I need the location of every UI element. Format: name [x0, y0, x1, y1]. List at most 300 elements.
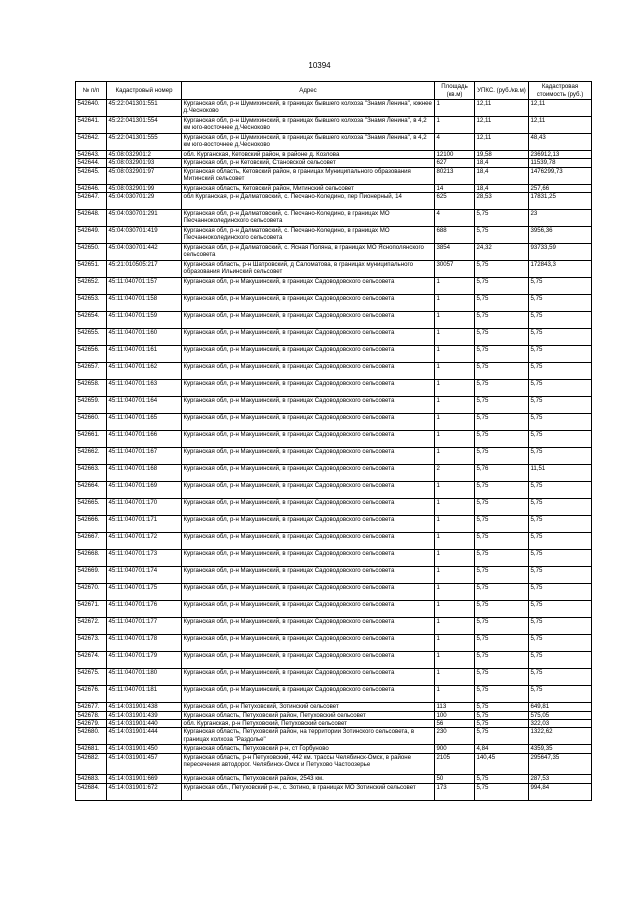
- table-row: [76, 329, 592, 346]
- address-cell: Курганская обл, р-н Макушинский, в границах Садоводовского сельсовета: [182, 329, 435, 346]
- area-cell: 1: [435, 117, 475, 134]
- cadastral-number-cell: 45:22:041301:555: [107, 134, 182, 151]
- cadastral-number-cell: 45:11:040701:174: [107, 567, 182, 584]
- table-row: [76, 516, 592, 533]
- table-row: [76, 397, 592, 414]
- row-number-cell: 542670.: [76, 584, 107, 601]
- cadastral-number-cell: 45:11:040701:163: [107, 380, 182, 397]
- table-row: [76, 431, 592, 448]
- area-cell: 900: [435, 745, 475, 753]
- area-cell: 1: [435, 584, 475, 601]
- address-cell: Курганская обл, р-н Макушинский, в границах Садоводовского сельсовета: [182, 635, 435, 652]
- address-cell: обл. Курганская, р-н Петуховский, Петуховский сельсовет: [182, 719, 435, 727]
- upks-cell: 5,75: [475, 346, 529, 363]
- cadastral-number-cell: 45:11:040701:171: [107, 516, 182, 533]
- upks-cell: 12,11: [475, 100, 529, 117]
- address-cell: Курганская обл, р-н Макушинский, в границах Садоводовского сельсовета: [182, 363, 435, 380]
- header-num: № п/п: [76, 82, 107, 100]
- cadastral-number-cell: 45:11:040701:160: [107, 329, 182, 346]
- cadastral-value-cell: 4359,35: [529, 745, 592, 753]
- upks-cell: 5,75: [475, 775, 529, 783]
- upks-cell: 28,53: [475, 193, 529, 210]
- row-number-cell: 542648.: [76, 210, 107, 227]
- cadastral-value-cell: 322,03: [529, 719, 592, 727]
- upks-cell: 5,75: [475, 567, 529, 584]
- area-cell: 1: [435, 669, 475, 686]
- upks-cell: 5,75: [475, 584, 529, 601]
- cadastral-number-cell: 45:11:040701:176: [107, 601, 182, 618]
- table-row: [76, 703, 592, 711]
- cadastral-value-cell: 93733,59: [529, 244, 592, 261]
- table-row: [76, 244, 592, 261]
- row-number-cell: 542668.: [76, 550, 107, 567]
- area-cell: 625: [435, 193, 475, 210]
- table-row: [76, 346, 592, 363]
- row-number-cell: 542655.: [76, 329, 107, 346]
- row-number-cell: 542677.: [76, 703, 107, 711]
- cadastral-value-cell: 5,75: [529, 652, 592, 669]
- table-row: [76, 686, 592, 703]
- area-cell: 688: [435, 227, 475, 244]
- address-cell: Курганская область, р-н Шатровский, д Саломатова, в границах муниципального образования Ильинский сельсовет: [182, 261, 435, 278]
- row-number-cell: 542651.: [76, 261, 107, 278]
- address-cell: Курганская обл, р-н Макушинский, в границах Садоводовского сельсовета: [182, 652, 435, 669]
- cadastral-number-cell: 45:08:032901:93: [107, 159, 182, 167]
- row-number-cell: 542643.: [76, 151, 107, 159]
- cadastral-value-cell: 5,75: [529, 669, 592, 686]
- address-cell: Курганская обл, р-н Макушинский, в границах Садоводовского сельсовета: [182, 431, 435, 448]
- cadastral-number-cell: 45:11:040701:173: [107, 550, 182, 567]
- cadastral-number-cell: 45:04:030701:29: [107, 193, 182, 210]
- cadastral-value-cell: 5,75: [529, 397, 592, 414]
- header-area: Площадь (кв.м): [435, 82, 475, 100]
- area-cell: 1: [435, 431, 475, 448]
- table-row: [76, 227, 592, 244]
- table-row: [76, 261, 592, 278]
- upks-cell: 5,75: [475, 669, 529, 686]
- cadastral-value-cell: 5,75: [529, 482, 592, 499]
- address-cell: Курганская обл, р-н Далматовский, с. Песчано-Коледино, в границах МО Песчанноколединского сельсовета: [182, 210, 435, 227]
- cadastral-value-cell: 5,75: [529, 686, 592, 703]
- area-cell: 1: [435, 652, 475, 669]
- row-number-cell: 542683.: [76, 775, 107, 783]
- cadastral-number-cell: 45:11:040701:178: [107, 635, 182, 652]
- cadastral-number-cell: 45:11:040701:157: [107, 278, 182, 295]
- address-cell: Курганская обл, р-н Макушинский, в границах Садоводовского сельсовета: [182, 414, 435, 431]
- area-cell: 627: [435, 159, 475, 167]
- cadastral-value-cell: 575,05: [529, 711, 592, 719]
- area-cell: 1: [435, 482, 475, 499]
- cadastral-number-cell: 45:22:041301:551: [107, 100, 182, 117]
- upks-cell: 5,75: [475, 652, 529, 669]
- cadastral-value-cell: 3956,36: [529, 227, 592, 244]
- cadastral-number-cell: 45:22:041301:554: [107, 117, 182, 134]
- cadastral-value-cell: 5,75: [529, 533, 592, 550]
- cadastral-value-cell: 5,75: [529, 567, 592, 584]
- address-cell: Курганская обл, р-н Макушинский, в границах Садоводовского сельсовета: [182, 686, 435, 703]
- upks-cell: 5,75: [475, 516, 529, 533]
- row-number-cell: 542676.: [76, 686, 107, 703]
- address-cell: Курганская обл, р-н Макушинский, в границах Садоводовского сельсовета: [182, 397, 435, 414]
- table-row: [76, 783, 592, 800]
- row-number-cell: 542666.: [76, 516, 107, 533]
- table-header-row: [76, 82, 592, 100]
- address-cell: Курганская обл, р-н Шумихинский, в границах бывшего колхоза "Знамя Ленина", в 4,2 км юго-восточнее д.Чесноково: [182, 117, 435, 134]
- cadastral-value-cell: 5,75: [529, 618, 592, 635]
- area-cell: 1: [435, 618, 475, 635]
- address-cell: Курганская область, Кетовский район, Митинский сельсовет: [182, 184, 435, 192]
- table-row: [76, 210, 592, 227]
- address-cell: Курганская обл, р-н Макушинский, в границах Садоводовского сельсовета: [182, 482, 435, 499]
- table-row: [76, 184, 592, 192]
- table-row: [76, 380, 592, 397]
- row-number-cell: 542656.: [76, 346, 107, 363]
- area-cell: 1: [435, 448, 475, 465]
- row-number-cell: 542675.: [76, 669, 107, 686]
- upks-cell: 5,75: [475, 601, 529, 618]
- table-row: [76, 499, 592, 516]
- table-row: [76, 711, 592, 719]
- area-cell: 1: [435, 100, 475, 117]
- cadastral-value-cell: 5,75: [529, 635, 592, 652]
- cadastral-number-cell: 45:11:040701:168: [107, 465, 182, 482]
- row-number-cell: 542640.: [76, 100, 107, 117]
- address-cell: Курганская обл, р-н Макушинский, в границах Садоводовского сельсовета: [182, 516, 435, 533]
- table-row: [76, 278, 592, 295]
- area-cell: 1: [435, 278, 475, 295]
- cadastral-number-cell: 45:14:031901:444: [107, 728, 182, 745]
- upks-cell: 5,75: [475, 635, 529, 652]
- area-cell: 14: [435, 184, 475, 192]
- row-number-cell: 542641.: [76, 117, 107, 134]
- area-cell: 1: [435, 533, 475, 550]
- address-cell: Курганская область, Петуховский район, на территории Зотинского сельсовета, в границах колхоза "Раздолье": [182, 728, 435, 745]
- row-number-cell: 542678.: [76, 711, 107, 719]
- address-cell: Курганская обл, р-н Макушинский, в границах Садоводовского сельсовета: [182, 295, 435, 312]
- cadastral-number-cell: 45:11:040701:162: [107, 363, 182, 380]
- upks-cell: 5,75: [475, 783, 529, 800]
- address-cell: Курганская область, Петуховский район, Петуховский сельсовет: [182, 711, 435, 719]
- row-number-cell: 542649.: [76, 227, 107, 244]
- cadastral-value-cell: 5,75: [529, 295, 592, 312]
- row-number-cell: 542650.: [76, 244, 107, 261]
- cadastral-value-cell: 11,51: [529, 465, 592, 482]
- upks-cell: 5,75: [475, 728, 529, 745]
- area-cell: 1: [435, 499, 475, 516]
- row-number-cell: 542681.: [76, 745, 107, 753]
- cadastral-value-cell: 48,43: [529, 134, 592, 151]
- upks-cell: 5,75: [475, 414, 529, 431]
- upks-cell: 5,75: [475, 686, 529, 703]
- row-number-cell: 542642.: [76, 134, 107, 151]
- upks-cell: 5,76: [475, 465, 529, 482]
- cadastral-number-cell: 45:21:010505:217: [107, 261, 182, 278]
- cadastral-number-cell: 45:11:040701:181: [107, 686, 182, 703]
- table-row: [76, 635, 592, 652]
- upks-cell: 5,75: [475, 618, 529, 635]
- row-number-cell: 542665.: [76, 499, 107, 516]
- area-cell: 1: [435, 397, 475, 414]
- cadastral-number-cell: 45:11:040701:159: [107, 312, 182, 329]
- upks-cell: 5,75: [475, 482, 529, 499]
- cadastral-value-cell: 172843,3: [529, 261, 592, 278]
- row-number-cell: 542663.: [76, 465, 107, 482]
- row-number-cell: 542645.: [76, 167, 107, 184]
- area-cell: 1: [435, 329, 475, 346]
- table-row: [76, 550, 592, 567]
- table-row: [76, 482, 592, 499]
- area-cell: 1: [435, 550, 475, 567]
- upks-cell: 5,75: [475, 499, 529, 516]
- address-cell: Курганская обл, р-н Далматовский, с. Ясная Поляна, в границах МО Яснополянского сельсовета: [182, 244, 435, 261]
- cadastral-value-cell: 5,75: [529, 516, 592, 533]
- table-row: [76, 465, 592, 482]
- area-cell: 1: [435, 686, 475, 703]
- cadastral-value-cell: 1476299,73: [529, 167, 592, 184]
- table-row: [76, 134, 592, 151]
- cadastral-value-cell: 11539,78: [529, 159, 592, 167]
- cadastral-value-cell: 12,11: [529, 100, 592, 117]
- upks-cell: 5,75: [475, 227, 529, 244]
- page-number: 10394: [308, 61, 331, 70]
- cadastral-value-cell: 5,75: [529, 550, 592, 567]
- address-cell: Курганская обл, р-н Далматовский, с. Песчано-Коледино, в границах МО Песчанноколединского сельсовета: [182, 227, 435, 244]
- address-cell: Курганская область, Петуховский район, 2543 км.: [182, 775, 435, 783]
- row-number-cell: 542661.: [76, 431, 107, 448]
- address-cell: Курганская обл, р-н Макушинский, в границах Садоводовского сельсовета: [182, 669, 435, 686]
- cadastral-number-cell: 45:14:031901:672: [107, 783, 182, 800]
- table-row: [76, 159, 592, 167]
- upks-cell: 5,75: [475, 295, 529, 312]
- upks-cell: 5,75: [475, 431, 529, 448]
- upks-cell: 18,4: [475, 184, 529, 192]
- cadastral-value-cell: 5,75: [529, 380, 592, 397]
- cadastral-number-cell: 45:11:040701:165: [107, 414, 182, 431]
- address-cell: Курганская обл, р-н Макушинский, в границах Садоводовского сельсовета: [182, 448, 435, 465]
- row-number-cell: 542679.: [76, 719, 107, 727]
- table-row: [76, 719, 592, 727]
- cadastral-number-cell: 45:08:032901:97: [107, 167, 182, 184]
- row-number-cell: 542657.: [76, 363, 107, 380]
- area-cell: 30057: [435, 261, 475, 278]
- cadastral-number-cell: 45:04:030701:291: [107, 210, 182, 227]
- address-cell: Курганская обл, р-н Шумихинский, в границах бывшего колхоза "Знамя Ленина", южнее д.Чесноково: [182, 100, 435, 117]
- cadastral-number-cell: 45:11:040701:166: [107, 431, 182, 448]
- cadastral-value-cell: 5,75: [529, 363, 592, 380]
- table-row: [76, 363, 592, 380]
- area-cell: 1: [435, 414, 475, 431]
- row-number-cell: 542646.: [76, 184, 107, 192]
- cadastral-number-cell: 45:11:040701:177: [107, 618, 182, 635]
- cadastral-value-cell: 12,11: [529, 117, 592, 134]
- cadastral-number-cell: 45:14:031901:457: [107, 753, 182, 775]
- row-number-cell: 542664.: [76, 482, 107, 499]
- cadastral-value-cell: 5,75: [529, 448, 592, 465]
- table-row: [76, 414, 592, 431]
- cadastral-number-cell: 45:14:031901:450: [107, 745, 182, 753]
- row-number-cell: 542684.: [76, 783, 107, 800]
- address-cell: Курганская область, Петуховский р-н, ст Горбуново: [182, 745, 435, 753]
- area-cell: 2: [435, 465, 475, 482]
- upks-cell: 18,4: [475, 167, 529, 184]
- cadastral-value-cell: 295647,35: [529, 753, 592, 775]
- row-number-cell: 542662.: [76, 448, 107, 465]
- row-number-cell: 542652.: [76, 278, 107, 295]
- cadastral-number-cell: 45:11:040701:170: [107, 499, 182, 516]
- upks-cell: 12,11: [475, 134, 529, 151]
- address-cell: обл. Курганская, Кетовский район, в районе д. Козлова: [182, 151, 435, 159]
- row-number-cell: 542660.: [76, 414, 107, 431]
- area-cell: 4: [435, 134, 475, 151]
- cadastral-number-cell: 45:04:030701:442: [107, 244, 182, 261]
- upks-cell: 4,84: [475, 745, 529, 753]
- upks-cell: 5,75: [475, 363, 529, 380]
- cadastral-value-cell: 5,75: [529, 584, 592, 601]
- address-cell: Курганская область, Кетовский район, в границах Муниципального образования Митинский сельсовет: [182, 167, 435, 184]
- area-cell: 80213: [435, 167, 475, 184]
- cadastral-value-cell: 5,75: [529, 329, 592, 346]
- cadastral-number-cell: 45:14:031901:669: [107, 775, 182, 783]
- cadastral-value-cell: 5,75: [529, 499, 592, 516]
- address-cell: Курганская обл, р-н Кетовский, Становской сельсовет: [182, 159, 435, 167]
- cadastral-number-cell: 45:11:040701:158: [107, 295, 182, 312]
- cadastral-number-cell: 45:08:032901:99: [107, 184, 182, 192]
- table-row: [76, 652, 592, 669]
- cadastral-value-cell: 5,75: [529, 346, 592, 363]
- cadastral-value-cell: 5,75: [529, 278, 592, 295]
- row-number-cell: 542672.: [76, 618, 107, 635]
- upks-cell: 5,75: [475, 550, 529, 567]
- address-cell: Курганская обл, р-н Макушинский, в границах Садоводовского сельсовета: [182, 533, 435, 550]
- table-row: [76, 533, 592, 550]
- table-row: [76, 775, 592, 783]
- address-cell: Курганская область, р-н Петуховский, 442 км. трассы Челябинск-Омск, в районе пересечения автодорог. Челябинск-Омск и Петухово Частоозерье: [182, 753, 435, 775]
- table-row: [76, 117, 592, 134]
- area-cell: 1: [435, 295, 475, 312]
- header-address: Адрес: [182, 82, 435, 100]
- area-cell: 173: [435, 783, 475, 800]
- area-cell: 2105: [435, 753, 475, 775]
- row-number-cell: 542658.: [76, 380, 107, 397]
- row-number-cell: 542653.: [76, 295, 107, 312]
- address-cell: Курганская обл, р-н Макушинский, в границах Садоводовского сельсовета: [182, 278, 435, 295]
- cadastral-number-cell: 45:11:040701:179: [107, 652, 182, 669]
- row-number-cell: 542644.: [76, 159, 107, 167]
- table-row: [76, 745, 592, 753]
- cadastral-number-cell: 45:11:040701:180: [107, 669, 182, 686]
- area-cell: 56: [435, 719, 475, 727]
- upks-cell: 18,4: [475, 159, 529, 167]
- upks-cell: 12,11: [475, 117, 529, 134]
- table-row: [76, 151, 592, 159]
- upks-cell: 5,75: [475, 329, 529, 346]
- row-number-cell: 542674.: [76, 652, 107, 669]
- cadastral-table: [75, 81, 592, 801]
- header-cadastral: Кадастровый номер: [107, 82, 182, 100]
- table-row: [76, 618, 592, 635]
- cadastral-value-cell: 257,66: [529, 184, 592, 192]
- table-row: [76, 567, 592, 584]
- table-row: [76, 448, 592, 465]
- cadastral-number-cell: 45:14:031901:440: [107, 719, 182, 727]
- upks-cell: 5,75: [475, 380, 529, 397]
- address-cell: Курганская обл, р-н Макушинский, в границах Садоводовского сельсовета: [182, 346, 435, 363]
- area-cell: 3854: [435, 244, 475, 261]
- cadastral-value-cell: 287,53: [529, 775, 592, 783]
- cadastral-number-cell: 45:11:040701:169: [107, 482, 182, 499]
- upks-cell: 5,75: [475, 533, 529, 550]
- cadastral-value-cell: 5,75: [529, 431, 592, 448]
- upks-cell: 5,75: [475, 210, 529, 227]
- area-cell: 1: [435, 346, 475, 363]
- area-cell: 113: [435, 703, 475, 711]
- address-cell: Курганская обл, р-н Макушинский, в границах Садоводовского сельсовета: [182, 601, 435, 618]
- cadastral-number-cell: 45:11:040701:175: [107, 584, 182, 601]
- cadastral-value-cell: 23: [529, 210, 592, 227]
- table-row: [76, 295, 592, 312]
- cadastral-value-cell: 1322,62: [529, 728, 592, 745]
- row-number-cell: 542647.: [76, 193, 107, 210]
- cadastral-value-cell: 649,81: [529, 703, 592, 711]
- cadastral-value-cell: 5,75: [529, 601, 592, 618]
- area-cell: 4: [435, 210, 475, 227]
- upks-cell: 5,75: [475, 711, 529, 719]
- area-cell: 1: [435, 567, 475, 584]
- address-cell: обл Курганская, р-н Далматовский, с. Песчано-Коледино, пер Пионерный, 14: [182, 193, 435, 210]
- address-cell: Курганская обл, р-н Шумихинский, в границах бывшего колхоза "Знамя Ленина", в 4,2 км юго-восточнее д.Чесноково: [182, 134, 435, 151]
- table-body: [76, 100, 592, 801]
- upks-cell: 5,75: [475, 278, 529, 295]
- address-cell: Курганская обл, р-н Макушинский, в границах Садоводовского сельсовета: [182, 380, 435, 397]
- cadastral-value-cell: 236912,13: [529, 151, 592, 159]
- table-row: [76, 584, 592, 601]
- cadastral-number-cell: 45:04:030701:419: [107, 227, 182, 244]
- area-cell: 100: [435, 711, 475, 719]
- upks-cell: 19,58: [475, 151, 529, 159]
- upks-cell: 140,45: [475, 753, 529, 775]
- address-cell: Курганская обл., Петуховский р-н., с. Зотино, в границах МО Зотинский сельсовет: [182, 783, 435, 800]
- cadastral-value-cell: 5,75: [529, 414, 592, 431]
- row-number-cell: 542680.: [76, 728, 107, 745]
- table-row: [76, 669, 592, 686]
- upks-cell: 5,75: [475, 312, 529, 329]
- area-cell: 12100: [435, 151, 475, 159]
- address-cell: Курганская обл, р-н Макушинский, в границах Садоводовского сельсовета: [182, 550, 435, 567]
- row-number-cell: 542669.: [76, 567, 107, 584]
- row-number-cell: 542673.: [76, 635, 107, 652]
- address-cell: Курганская обл, р-н Макушинский, в границах Садоводовского сельсовета: [182, 499, 435, 516]
- header-value: Кадастровая стоимость (руб.): [529, 82, 592, 100]
- table-row: [76, 193, 592, 210]
- table-row: [76, 100, 592, 117]
- row-number-cell: 542654.: [76, 312, 107, 329]
- area-cell: 50: [435, 775, 475, 783]
- address-cell: Курганская обл, р-н Макушинский, в границах Садоводовского сельсовета: [182, 618, 435, 635]
- cadastral-number-cell: 45:11:040701:172: [107, 533, 182, 550]
- row-number-cell: 542682.: [76, 753, 107, 775]
- table-row: [76, 312, 592, 329]
- row-number-cell: 542659.: [76, 397, 107, 414]
- area-cell: 1: [435, 635, 475, 652]
- header-upks: УПКС. (руб./кв.м): [475, 82, 529, 100]
- address-cell: Курганская обл, р-н Макушинский, в границах Садоводовского сельсовета: [182, 312, 435, 329]
- cadastral-value-cell: 5,75: [529, 312, 592, 329]
- area-cell: 1: [435, 312, 475, 329]
- cadastral-value-cell: 994,84: [529, 783, 592, 800]
- address-cell: Курганская обл, р-н Макушинский, в границах Садоводовского сельсовета: [182, 567, 435, 584]
- table-row: [76, 167, 592, 184]
- area-cell: 1: [435, 601, 475, 618]
